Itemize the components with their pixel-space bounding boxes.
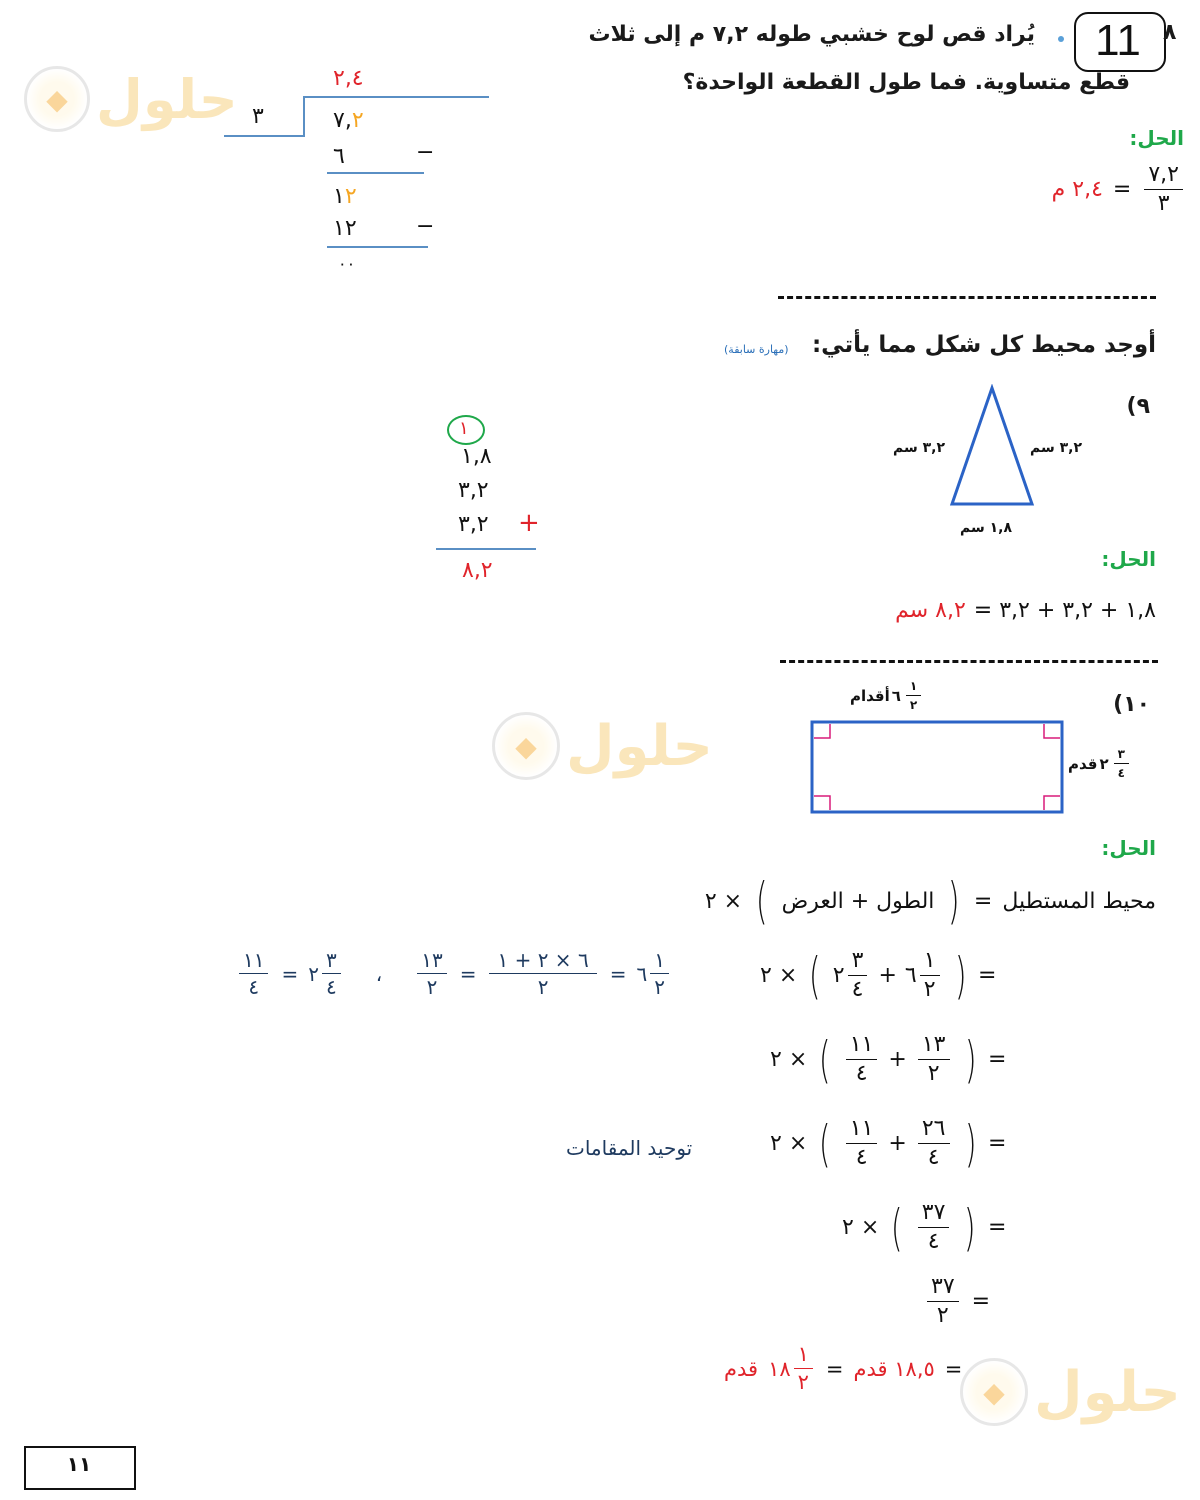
q8-frac-num: ٧,٢ (1144, 164, 1183, 190)
watermark-badge-icon: ◆ (24, 66, 90, 132)
footer-page-number: ١١ (66, 1452, 92, 1476)
ld-dividend (333, 108, 364, 133)
ld-divisor: ٣ (252, 104, 264, 129)
q9-equation-row (895, 598, 1156, 623)
triangle-shape (952, 388, 1032, 504)
add-row3: ٣,٢ (458, 512, 489, 537)
q10-step5: $\frac{٣٧}{٢}$ = (924, 1276, 990, 1327)
conv2-mixed: ٢ $\frac{٣}{٤}$ (308, 950, 344, 997)
q10-width-unit: قدم (1068, 754, 1098, 773)
q10-final-decimal: ١٨,٥ قدم (853, 1356, 935, 1381)
watermark-text-3: حلول (1034, 1359, 1181, 1425)
q10-formula-eq: = (973, 888, 993, 914)
conv1-result: $\frac{١٣}{٢}$ (417, 950, 446, 997)
q10-width-den: ٤ (1117, 766, 1125, 780)
right-angle-mark-br (1044, 796, 1060, 810)
add-line (436, 548, 536, 550)
q10-length-whole: ٦ (891, 686, 901, 705)
q9-side-right: ٣,٢ سم (1030, 440, 1083, 456)
section-title: أوجد محيط كل شكل مما يأتي: (811, 332, 1156, 358)
ld-dividend-digit: ٢ (351, 108, 364, 133)
q10-step1: ٢ × ( ٢ $\frac{٣}{٤}$ + ٦ $\frac{١}{٢}$ ) = (760, 946, 997, 1005)
ld-step1: ٦ (333, 144, 345, 169)
q10-width-label (1068, 748, 1132, 779)
watermark-text-1: حلول (96, 67, 238, 131)
right-angle-mark-tl (814, 724, 830, 738)
rectangle-shape (812, 722, 1062, 812)
q9-answer: ٨,٢ سم (895, 598, 966, 623)
q10-step1-a: ٢ $\frac{٣}{٤}$ (833, 950, 871, 1001)
q10-formula-paren: الطول + العرض (781, 888, 935, 914)
q9-number: (٩ (1126, 394, 1150, 419)
add-row1: ١,٨ (461, 444, 492, 469)
q10-width-frac (1114, 748, 1129, 779)
ld-quotient: ٢,٤ (333, 66, 364, 91)
q10-conversions: $\frac{١١}{٤}$ = ٢ $\frac{٣}{٤}$ ، $\frac{١٣}{٢}$ = $\frac{٦ \times ٢ + ١}{٢}$ = ٦ $\frac{١}{٢}$ (236, 950, 672, 997)
q9-equation: ١,٨ + ٣,٢ + ٣,٢ = (973, 598, 1156, 623)
add-carry: ١ (459, 418, 469, 439)
q8-text-line2: قطع متساوية. فما طول القطعة الواحدة؟ (682, 70, 1130, 95)
q10-formula-left: محيط المستطيل (1002, 888, 1156, 914)
q8-text-line1: يُراد قص لوح خشبي طوله ٧,٢ م إلى ثلاث (588, 22, 1035, 47)
q10-final: قدم ١٨ $\frac{١}{٢}$ = ١٨,٥ قدم = (724, 1342, 963, 1394)
ld-minus2: − (416, 214, 435, 239)
q8-fraction (1144, 164, 1183, 215)
q10-length-frac (906, 680, 921, 711)
ld-remainder-final: ٠٠ (338, 254, 356, 273)
separator-1 (778, 296, 1156, 299)
conv-separator: ، (375, 961, 383, 986)
q8-frac-den: ٣ (1157, 191, 1170, 216)
conv1-expr: $\frac{٦ \times ٢ + ١}{٢}$ (489, 950, 596, 997)
watermark-logo-3 (960, 1358, 1181, 1426)
q10-number: (١٠ (1113, 692, 1150, 717)
q10-step3: ٢ × ( $\frac{١١}{٤}$ + $\frac{٢٦}{٤}$ ) = (770, 1114, 1007, 1173)
watermark-logo-2 (492, 712, 713, 780)
right-angle-mark-bl (814, 796, 830, 810)
q10-solution-label: الحل: (1101, 836, 1156, 860)
watermark-badge-icon: ◆ (960, 1358, 1028, 1426)
ld-line2 (327, 246, 428, 248)
q8-solution-label: الحل: (1129, 126, 1184, 150)
q10-final-unit: قدم (724, 1356, 759, 1381)
q10-formula-right: × ٢ (704, 888, 743, 914)
watermark-text-2: حلول (566, 713, 713, 779)
ld-bar-left (224, 135, 305, 137)
q10-step4: ٢ × ( $\frac{٣٧}{٤}$ ) = (842, 1198, 1007, 1257)
add-row2: ٣,٢ (458, 478, 489, 503)
q8-equals: = (1112, 177, 1132, 202)
ld-bar-top (303, 96, 489, 98)
q10-width-num: ٣ (1114, 748, 1129, 764)
q8-answer: ٢,٤ م (1051, 177, 1103, 202)
q9-side-left: ٣,٢ سم (893, 440, 946, 456)
q8-number: ٨ (1163, 20, 1177, 45)
ld-dividend-main: ٧, (333, 108, 352, 133)
q8-equation (1052, 164, 1186, 215)
watermark-logo-1 (24, 66, 238, 132)
triangle-figure (940, 384, 1040, 508)
q10-step1-b: ٦ $\frac{١}{٢}$ (905, 950, 943, 1001)
q10-note: توحيد المقامات (566, 1136, 693, 1160)
watermark-badge-icon: ◆ (492, 712, 560, 780)
q10-length-unit: أقدام (850, 686, 890, 705)
add-result: ٨,٢ (462, 558, 493, 583)
separator-2 (780, 660, 1158, 663)
q10-formula: × ٢ ( الطول + العرض ) = محيط المستطيل (704, 872, 1156, 930)
ld-minus1: − (416, 140, 435, 165)
ld-bar-vertical (303, 96, 305, 136)
add-plus: + (518, 508, 540, 538)
page-number: 11 (1095, 16, 1141, 65)
q10-width-whole: ٢ (1099, 754, 1109, 773)
q8-bullet (1058, 36, 1064, 42)
conv2-result: $\frac{١١}{٤}$ (239, 950, 268, 997)
ld-line1 (327, 172, 424, 174)
q10-final-mixed: ١٨ $\frac{١}{٢}$ (768, 1344, 816, 1393)
q10-length-num: ١ (906, 680, 921, 696)
q10-step2: ٢ × ( $\frac{١١}{٤}$ + $\frac{١٣}{٢}$ ) = (770, 1030, 1007, 1089)
q9-solution-label: الحل: (1101, 547, 1156, 571)
conv1-mixed: ٦ $\frac{١}{٢}$ (636, 950, 672, 997)
q10-step1-mul: ٢ × (760, 963, 798, 988)
rectangle-figure (810, 720, 1064, 814)
ld-remainder1-b: ٢ (344, 184, 357, 209)
ld-remainder1-a: ١ (333, 184, 345, 209)
section-tag: (مهارة سابقة) (724, 343, 789, 356)
q10-length-den: ٢ (909, 698, 918, 712)
ld-step2: ١٢ (333, 216, 357, 241)
q9-base: ١,٨ سم (960, 520, 1013, 536)
right-angle-mark-tr (1044, 724, 1060, 738)
q10-length-label (850, 680, 924, 711)
ld-remainder1 (333, 184, 357, 209)
